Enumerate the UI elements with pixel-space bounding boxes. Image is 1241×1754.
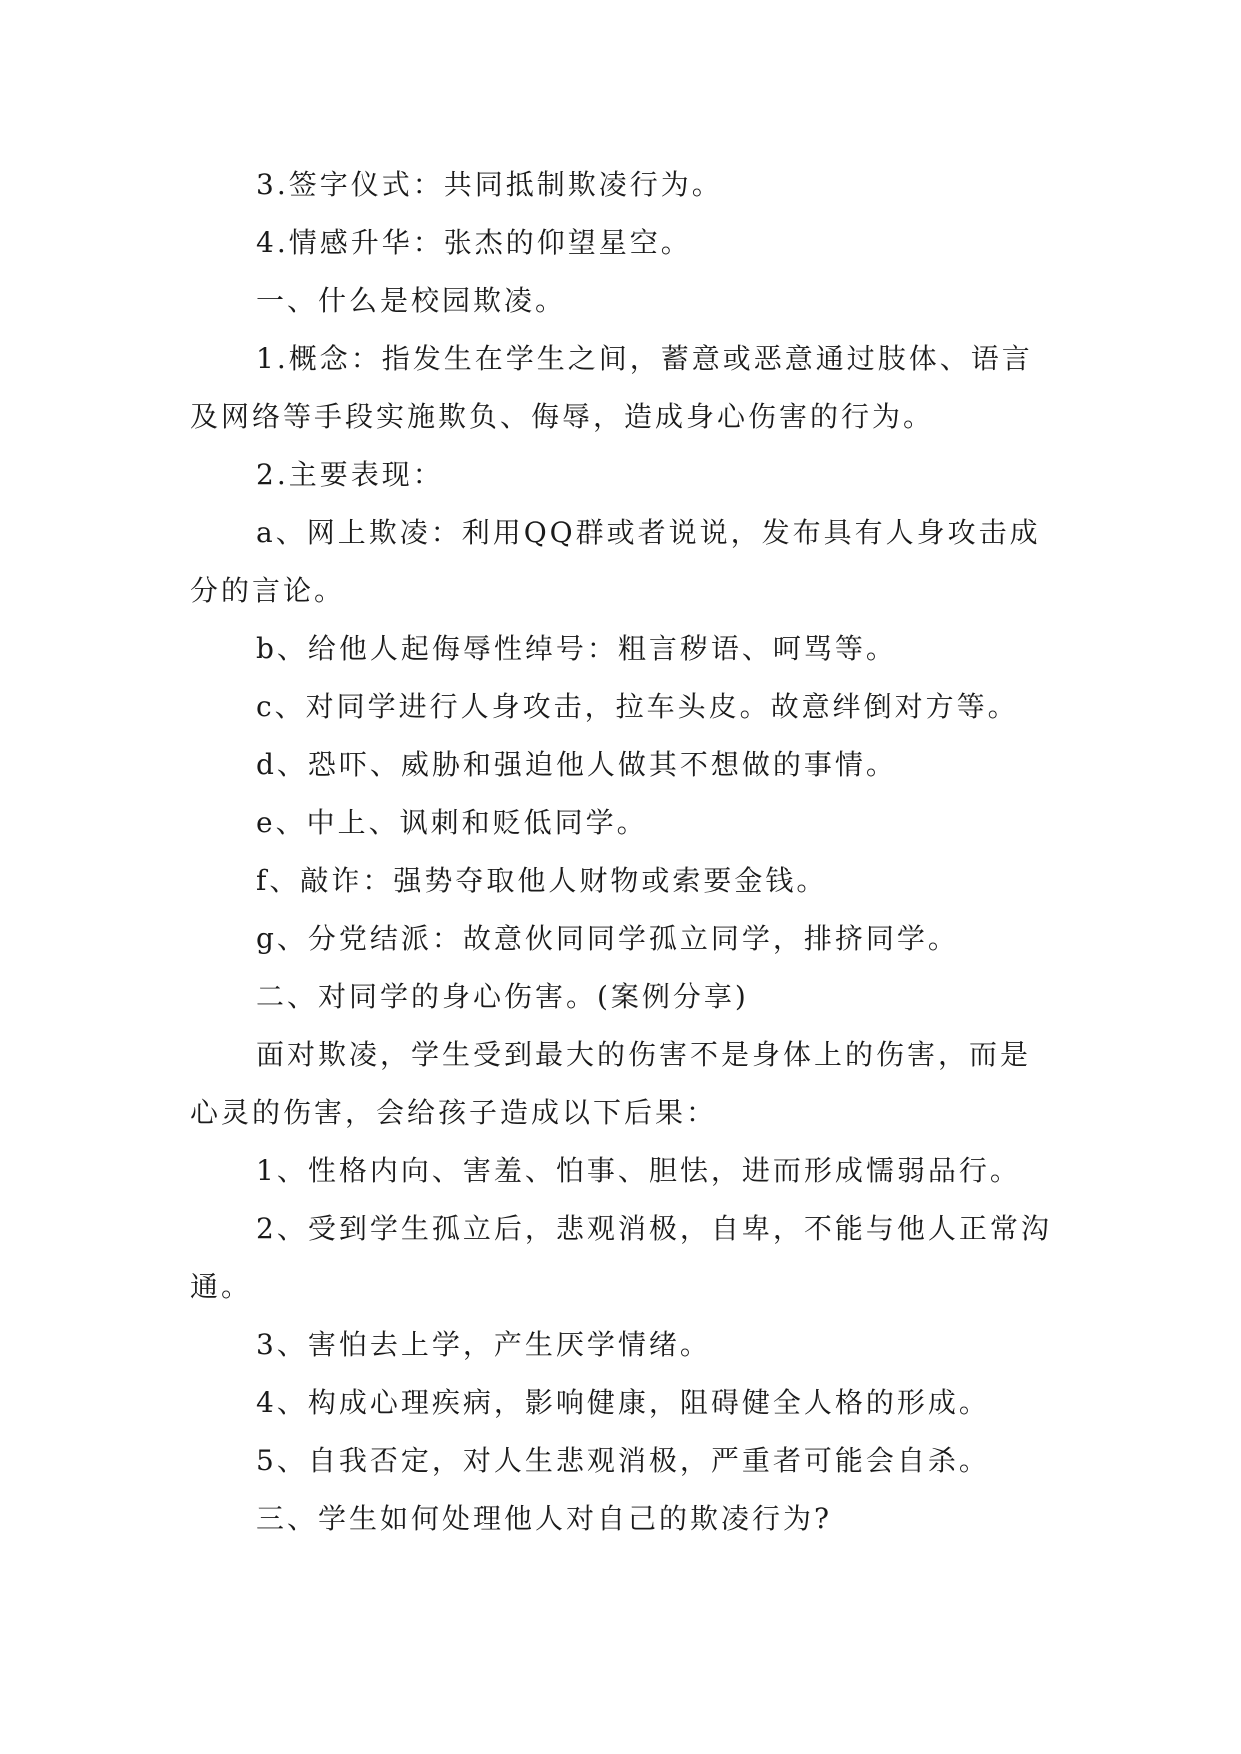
paragraph-emotional-sublimation: 4.情感升华：张杰的仰望星空。	[256, 226, 692, 259]
list-item-consequence-3: 3、害怕去上学，产生厌学情绪。	[256, 1328, 711, 1361]
paragraph-concept: 1.概念：指发生在学生之间，蓄意或恶意通过肢体、语言及网络等手段实施欺负、侮辱，造成身心伤害的行为。	[190, 342, 1033, 433]
list-item-consequence-1: 1、性格内向、害羞、怕事、胆怯，进而形成懦弱品行。	[256, 1154, 1021, 1187]
paragraph-main-manifestations: 2.主要表现：	[256, 458, 444, 491]
list-item-extortion: f、敲诈：强势夺取他人财物或索要金钱。	[256, 864, 828, 897]
list-item-belittling: e、中上、讽刺和贬低同学。	[256, 806, 648, 839]
list-item-intimidation: d、恐吓、威胁和强迫他人做其不想做的事情。	[256, 748, 897, 781]
list-item-physical-attack: c、对同学进行人身攻击，拉车头皮。故意绊倒对方等。	[256, 690, 1019, 723]
section-heading-what-is-bullying: 一、什么是校园欺凌。	[256, 284, 567, 317]
list-item-consequence-4: 4、构成心理疾病，影响健康，阻碍健全人格的形成。	[256, 1386, 990, 1419]
list-item-nicknames: b、给他人起侮辱性绰号：粗言秽语、呵骂等。	[256, 632, 897, 665]
list-item-cliques: g、分党结派：故意伙同同学孤立同学，排挤同学。	[256, 922, 959, 955]
section-heading-how-to-handle: 三、学生如何处理他人对自己的欺凌行为?	[256, 1502, 833, 1535]
document-body	[190, 156, 1060, 1548]
list-item-online-bullying: a、网上欺凌：利用QQ群或者说说，发布具有人身攻击成分的言论。	[190, 516, 1041, 607]
paragraph-signing-ceremony: 3.签字仪式：共同抵制欺凌行为。	[256, 168, 723, 201]
section-heading-harm: 二、对同学的身心伤害。(案例分享)	[256, 980, 749, 1013]
list-item-consequence-2: 2、受到学生孤立后，悲观消极，自卑，不能与他人正常沟通。	[190, 1212, 1052, 1303]
list-item-consequence-5: 5、自我否定，对人生悲观消极，严重者可能会自杀。	[256, 1444, 990, 1477]
paragraph-harm-intro: 面对欺凌，学生受到最大的伤害不是身体上的伤害，而是心灵的伤害，会给孩子造成以下后果：	[190, 1038, 1032, 1129]
